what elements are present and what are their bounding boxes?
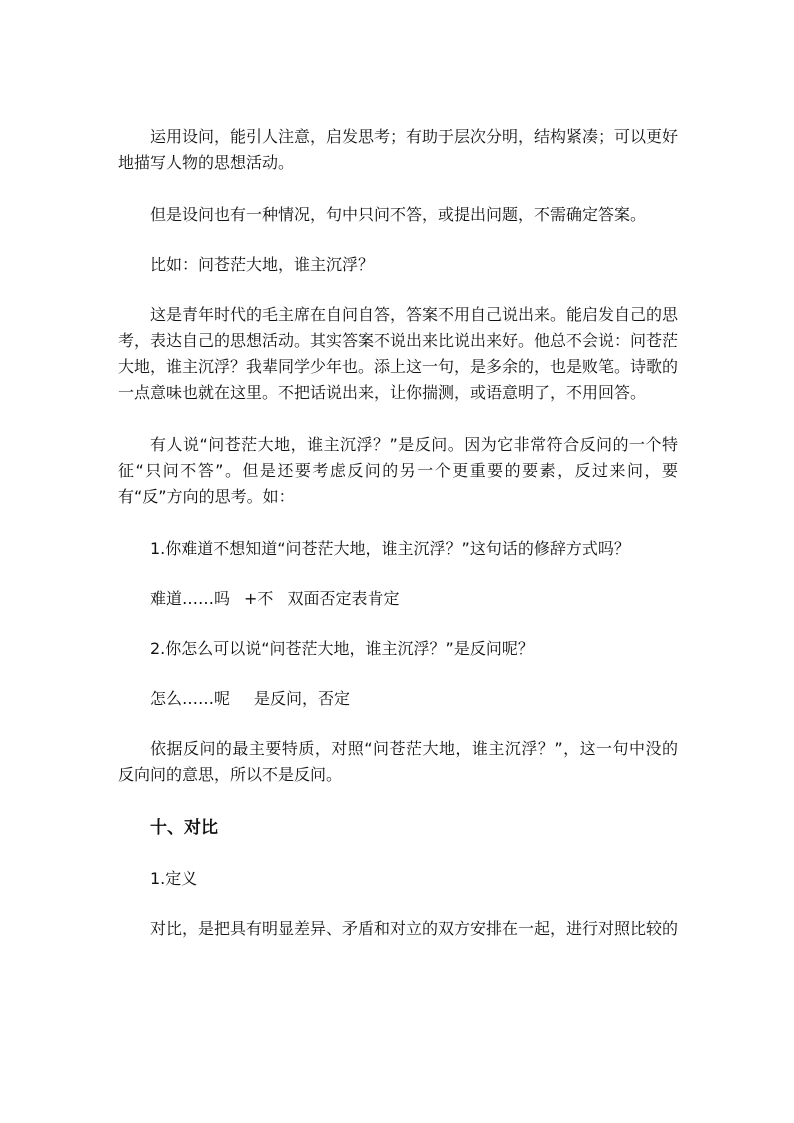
paragraph-conclusion: 依据反问的最主要特质，对照“问苍茫大地，谁主沉浮？”，这一句中没的反向问的意思，所以不是反问。 <box>118 739 678 784</box>
pattern-text: 怎么……呢 <box>150 689 231 708</box>
document-body <box>118 124 678 968</box>
paragraph-counter-argument: 有人说“问苍茫大地，谁主沉浮？”是反问。因为它非常符合反问的一个特征“只问不答”。但是还要考虑反问的另一个更重要的要素，反过来问，要有“反”方向的思考。如： <box>118 435 678 506</box>
pattern-meaning: 双面否定表肯定 <box>287 589 400 608</box>
definition-label: 1.定义 <box>150 869 198 888</box>
section-heading: 十、对比 <box>150 818 218 838</box>
paragraph-example-pattern-2 <box>118 686 678 712</box>
paragraph-analysis: 这是青年时代的毛主席在自问自答，答案不用自己说出来。能启发自己的思考，表达自己的思想活动。其实答案不说出来比说出来好。他总不会说：问苍茫大地，谁主沉浮？我辈同学少年也。添上这一句，是多余的，也是败笔。诗歌的一点意味也就在这里。不把话说出来，让你揣测，或语意明了，不用回答。 <box>118 305 679 402</box>
paragraph-rhetorical-question-benefits: 运用设问，能引人注意，启发思考；有助于层次分明，结构紧凑；可以更好地描写人物的思想活动。 <box>118 127 679 172</box>
paragraph-example-question-2: 2.你怎么可以说“问苍茫大地，谁主沉浮？”是反问呢？ <box>150 639 534 658</box>
paragraph-question-without-answer: 但是设问也有一种情况，句中只问不答，或提出问题，不需确定答案。 <box>150 205 647 224</box>
pattern-meaning: 是反问，否定 <box>254 689 351 708</box>
definition-text: 对比，是把具有明显差异、矛盾和对立的双方安排在一起，进行对照比较的 <box>150 919 679 938</box>
paragraph-example-question-1: 1.你难道不想知道“问苍茫大地，谁主沉浮？”这句话的修辞方式吗？ <box>150 539 630 558</box>
paragraph-example-intro: 比如：问苍茫大地，谁主沉浮？ <box>150 255 375 274</box>
pattern-text: 难道……吗 <box>150 589 231 608</box>
pattern-plus: +不 <box>244 589 274 608</box>
paragraph-example-pattern-1 <box>118 586 678 612</box>
